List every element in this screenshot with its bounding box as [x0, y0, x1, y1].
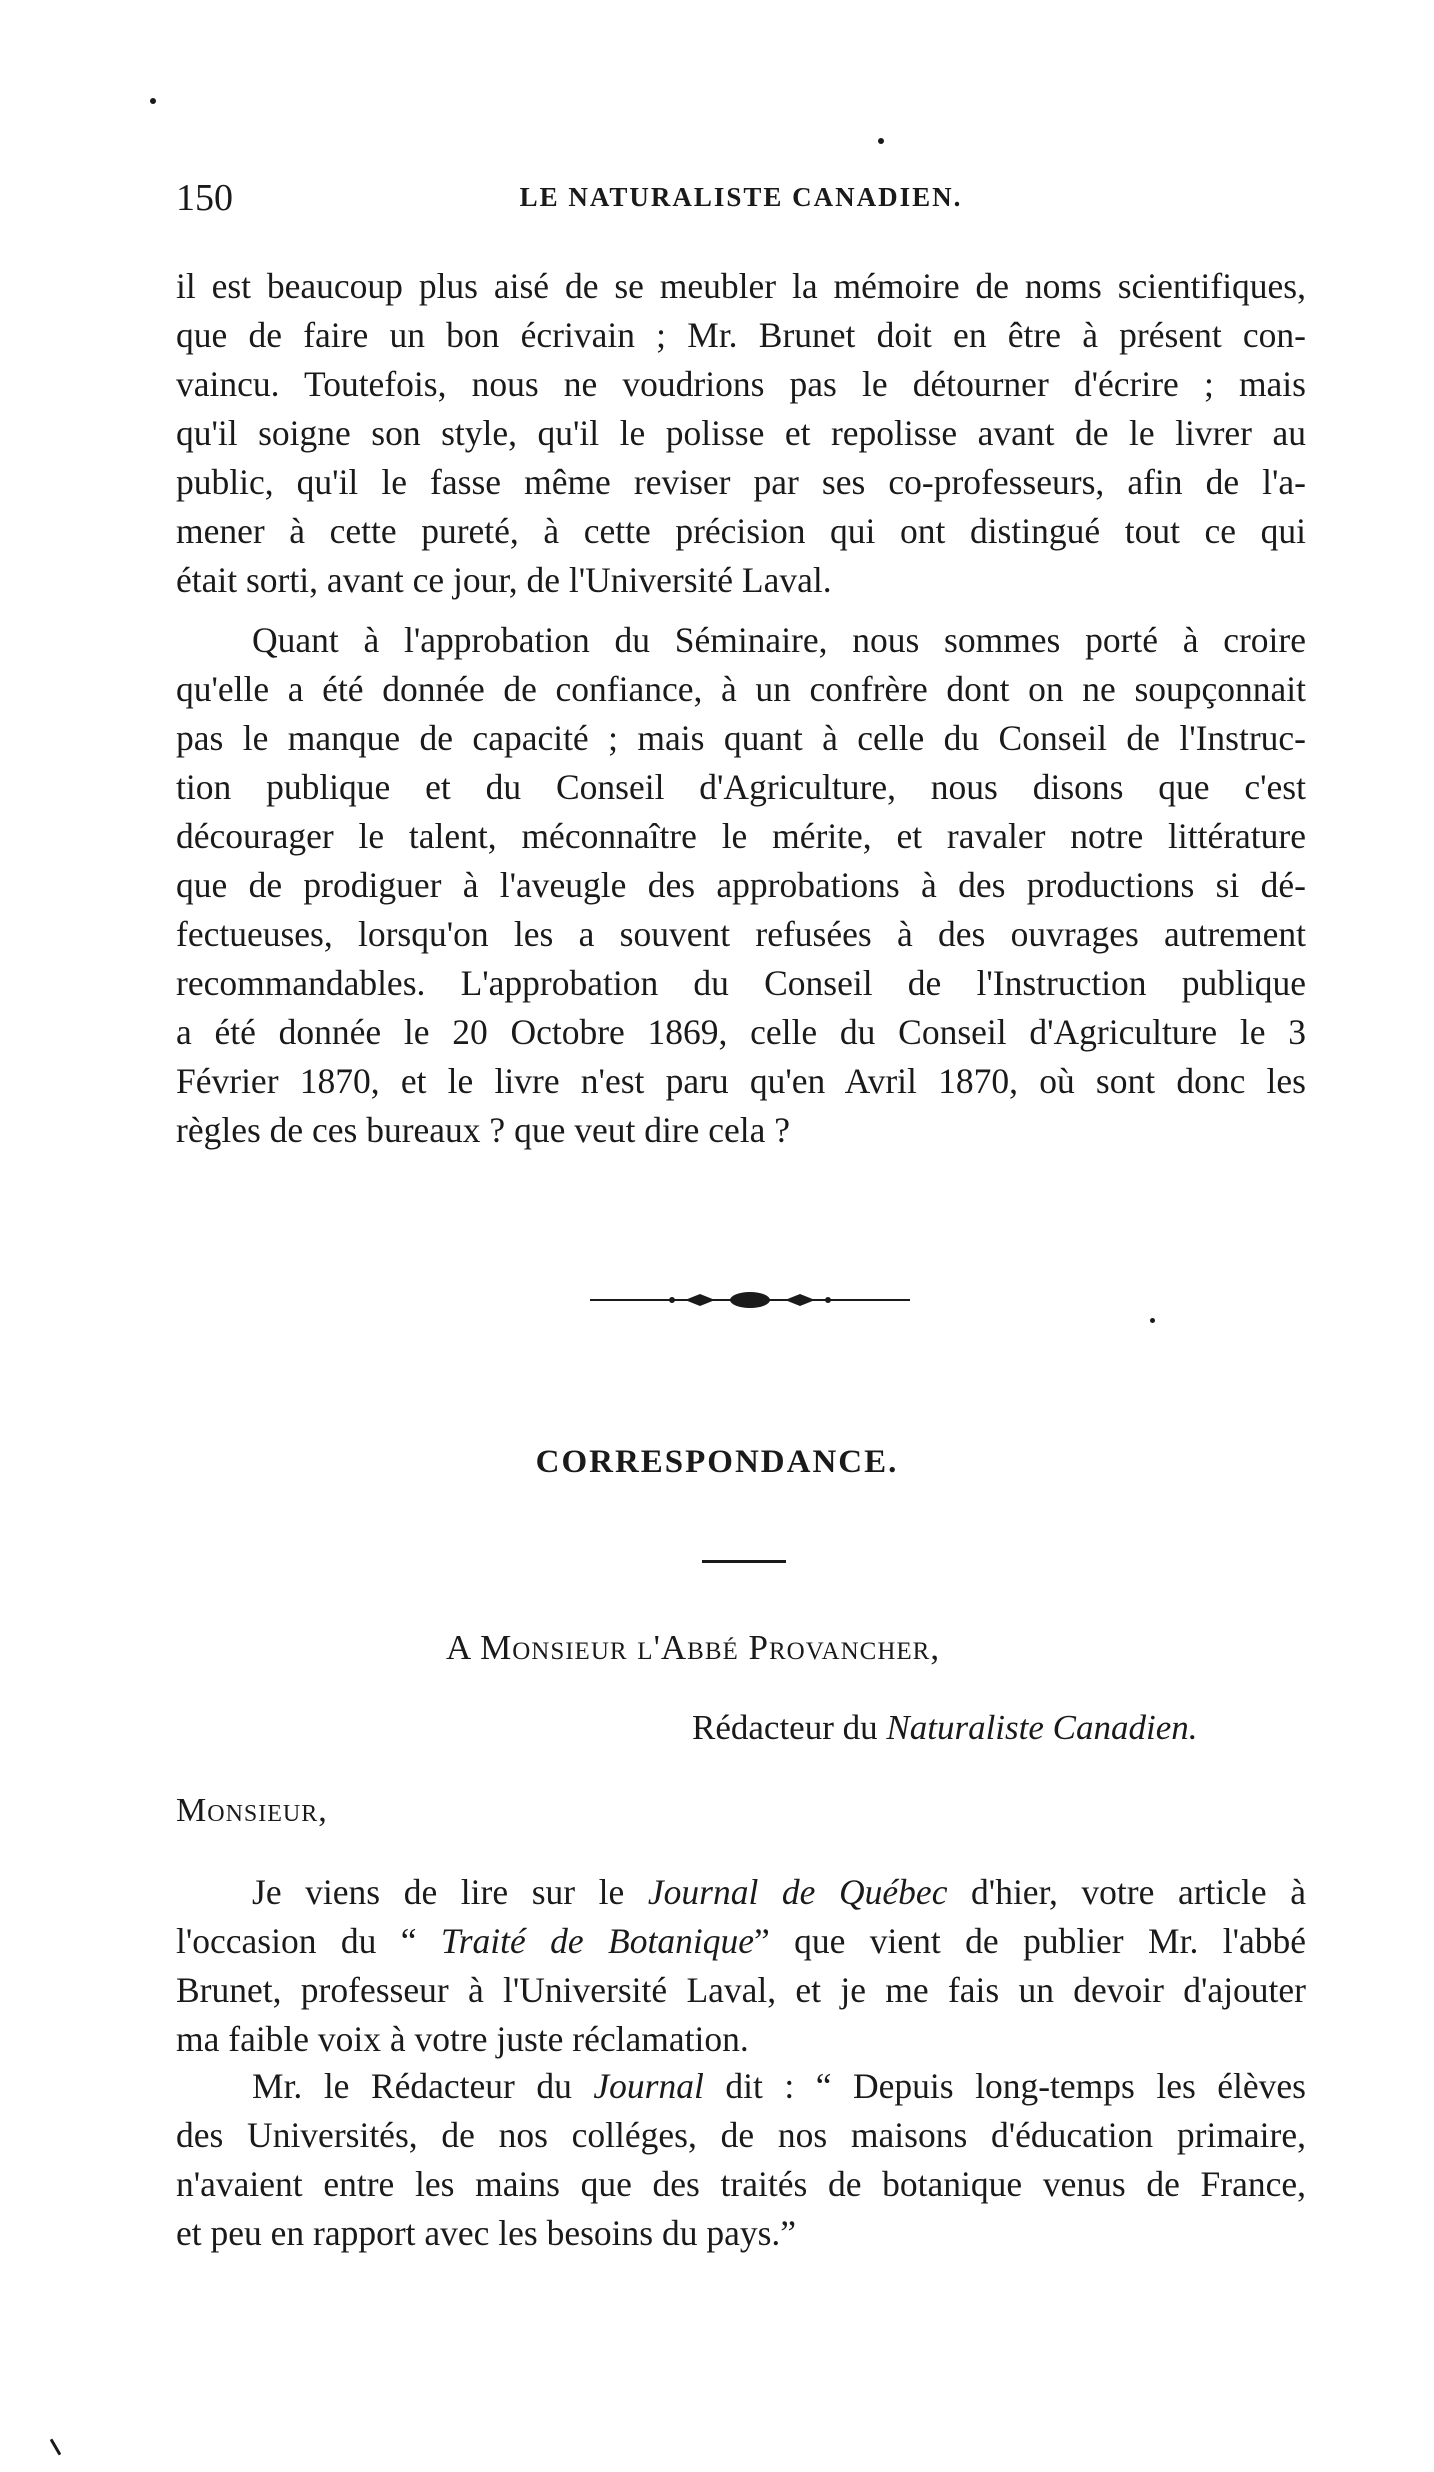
- text-line: Février 1870, et le livre n'est paru qu'en Avril 1870, où sont donc les: [176, 1061, 1306, 1101]
- text-line: recommandables. L'approbation du Conseil de l'Instruction publique: [176, 963, 1306, 1003]
- text-span: Je viens de lire sur le: [252, 1872, 648, 1912]
- text-line: fectueuses, lorsqu'on les a souvent refusées à des ouvrages autrement: [176, 914, 1306, 954]
- text-line: [176, 1868, 1306, 1917]
- text-line: qu'elle a été donnée de confiance, à un confrère dont on ne soupçonnait: [176, 669, 1306, 709]
- italic-title: Traité de Botanique: [440, 1921, 754, 1961]
- text-line: pas le manque de capacité ; mais quant à celle du Conseil de l'Instruc-: [176, 718, 1306, 758]
- text-span: ” que vient de publier Mr. l'abbé: [753, 1921, 1307, 1961]
- text-line: Brunet, professeur à l'Université Laval, et je me fais un devoir d'ajouter: [176, 1970, 1306, 2010]
- short-rule: [702, 1560, 786, 1563]
- scan-speck: [1150, 1318, 1155, 1323]
- text-span: dit : “ Depuis long-temps les élèves: [703, 2066, 1306, 2106]
- text-line: décourager le talent, méconnaître le mérite, et ravaler notre littérature: [176, 816, 1306, 856]
- text-line: [176, 2062, 1306, 2111]
- text-span: d'hier, votre article à: [947, 1872, 1307, 1912]
- address-recipient: A Monsieur l'Abbé Provancher,: [446, 1628, 941, 1667]
- text-line: ma faible voix à votre juste réclamation.: [176, 2019, 749, 2059]
- address-title: [692, 1708, 1198, 1748]
- text-line: a été donnée le 20 Octobre 1869, celle du Conseil d'Agriculture le 3: [176, 1012, 1306, 1052]
- text-line: des Universités, de nos colléges, de nos maisons d'éducation primaire,: [176, 2115, 1306, 2155]
- scan-speck: [50, 2438, 62, 2455]
- text-span: Mr. le Rédacteur du: [252, 2066, 594, 2106]
- section-divider-ornament: [590, 1288, 910, 1312]
- italic-title: Journal de Québec: [647, 1872, 948, 1912]
- text-line: vaincu. Toutefois, nous ne voudrions pas le détourner d'écrire ; mais: [176, 364, 1306, 404]
- paragraph-3: [176, 1868, 1306, 2064]
- page-number: 150: [176, 177, 233, 219]
- text-line: Quant à l'approbation du Séminaire, nous sommes porté à croire: [252, 620, 1306, 660]
- text-line: était sorti, avant ce jour, de l'Université Laval.: [176, 560, 832, 600]
- text-line: que de prodiguer à l'aveugle des approbations à des productions si dé-: [176, 865, 1306, 905]
- text-line: que de faire un bon écrivain ; Mr. Brunet doit en être à présent con-: [176, 315, 1306, 355]
- text-line: qu'il soigne son style, qu'il le polisse et repolisse avant de le livrer au: [176, 413, 1306, 453]
- paragraph-2: [176, 616, 1306, 1155]
- paragraph-1: [176, 262, 1306, 605]
- running-title: LE NATURALISTE CANADIEN.: [519, 182, 963, 212]
- text-line: n'avaient entre les mains que des traités de botanique venus de France,: [176, 2164, 1306, 2204]
- text-line: mener à cette pureté, à cette précision qui ont distingué tout ce qui: [176, 511, 1306, 551]
- italic-title: Journal: [593, 2066, 704, 2106]
- text-line: règles de ces bureaux ? que veut dire cela ?: [176, 1110, 791, 1150]
- text-line: tion publique et du Conseil d'Agriculture, nous disons que c'est: [176, 767, 1306, 807]
- text-line: il est beaucoup plus aisé de se meubler la mémoire de noms scientifiques,: [176, 266, 1306, 306]
- salutation: Monsieur,: [176, 1792, 328, 1829]
- text-line: public, qu'il le fasse même reviser par ses co-professeurs, afin de l'a-: [176, 462, 1306, 502]
- scan-speck: [878, 138, 884, 144]
- journal-name: Naturaliste Canadien.: [886, 1708, 1198, 1747]
- scan-speck: [150, 98, 156, 104]
- text-line: et peu en rapport avec les besoins du pays.”: [176, 2213, 797, 2253]
- text-line: [176, 1917, 1306, 1966]
- text-span: l'occasion du “: [176, 1921, 441, 1961]
- page-header: [176, 176, 1306, 226]
- address-title-text: Rédacteur du: [692, 1708, 887, 1747]
- paragraph-4: [176, 2062, 1306, 2258]
- section-title: CORRESPONDANCE.: [535, 1444, 899, 1480]
